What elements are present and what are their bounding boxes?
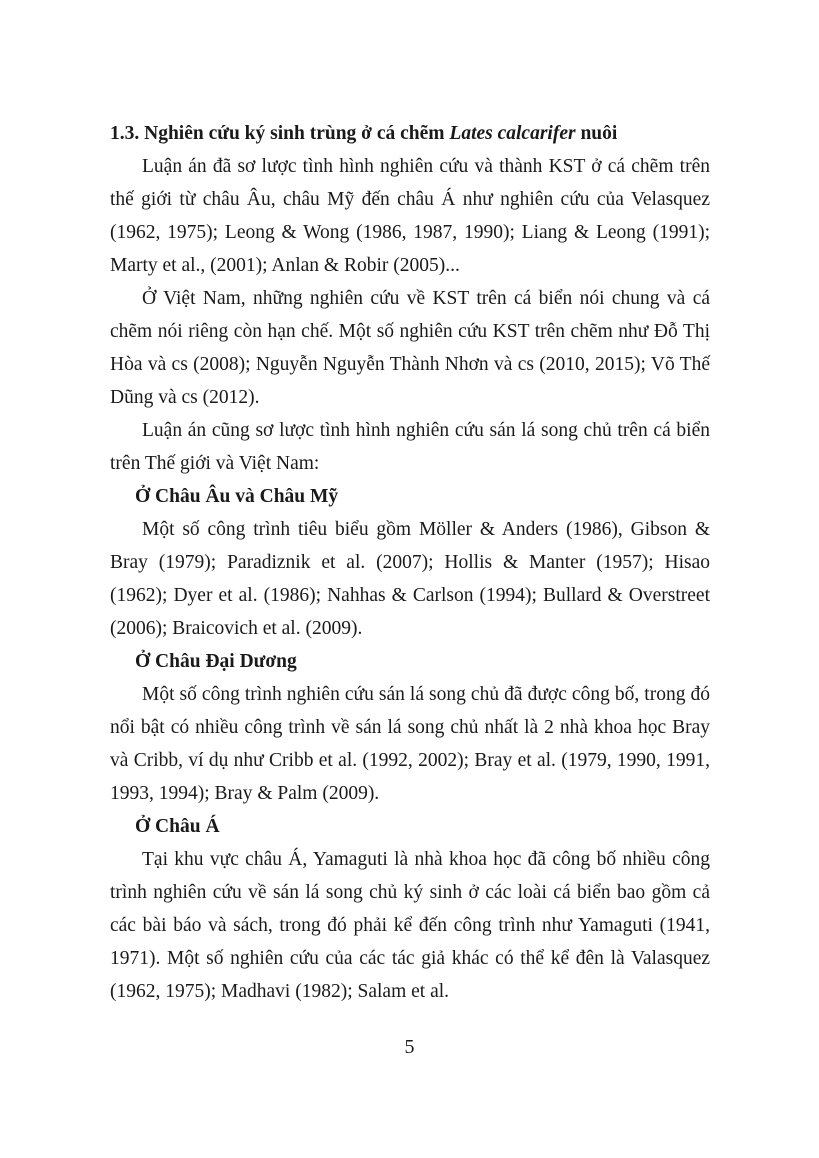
page-content [110, 117, 710, 1008]
paragraph-asia: Tại khu vực châu Á, Yamaguti là nhà khoa học đã công bố nhiều công trình nghiên cứu về sán lá song chủ ký sinh ở các loài cá biển bao gồm cả các bài báo và sách, trong đó phải kể đến công trình như Yamaguti (1941, 1971). Một số nghiên cứu của các tác giả khác có thể kể đên là Valasquez (1962, 1975); Madhavi (1982); Salam et al. [110, 849, 710, 1002]
paragraph-oceania: Một số công trình nghiên cứu sán lá song chủ đã được công bố, trong đó nổi bật có nhiều công trình về sán lá song chủ nhất là 2 nhà khoa học Bray và Cribb, ví dụ như Cribb et al. (1992, 2002); Bray et al. (1979, 1990, 1991, 1993, 1994); Bray & Palm (2009). [110, 684, 710, 804]
section-heading [110, 117, 710, 150]
section-heading-text: 1.3. Nghiên cứu ký sinh trùng ở cá chẽm [110, 123, 450, 144]
subheading-oceania: Ở Châu Đại Dương [135, 651, 297, 672]
subheading-asia: Ở Châu Á [135, 816, 220, 837]
subheading-europe-america: Ở Châu Âu và Châu Mỹ [135, 486, 339, 507]
species-name: Lates calcarifer [449, 123, 576, 144]
paragraph-flukes-intro: Luận án cũng sơ lược tình hình nghiên cứu sán lá song chủ trên cá biển trên Thế giới và Việt Nam: [110, 420, 710, 474]
paragraph-world-overview: Luận án đã sơ lược tình hình nghiên cứu và thành KST ở cá chẽm trên thế giới từ châu Âu, châu Mỹ đến châu Á như nghiên cứu của Velasquez (1962, 1975); Leong & Wong (1986, 1987, 1990); Liang & Leong (1991); Marty et al., (2001); Anlan & Robir (2005)... [110, 156, 710, 276]
section-heading-tail: nuôi [575, 123, 618, 144]
paragraph-europe-america: Một số công trình tiêu biểu gồm Möller & Anders (1986), Gibson & Bray (1979); Paradiznik et al. (2007); Hollis & Manter (1957); Hisao (1962); Dyer et al. (1986); Nahhas & Carlson (1994); Bullard & Overstreet (2006); Braicovich et al. (2009). [110, 519, 710, 639]
page-number: 5 [404, 1036, 415, 1058]
paragraph-vietnam: Ở Việt Nam, những nghiên cứu về KST trên cá biển nói chung và cá chẽm nói riêng còn hạn chế. Một số nghiên cứu KST trên chẽm như Đỗ Thị Hòa và cs (2008); Nguyễn Nguyễn Thành Nhơn và cs (2010, 2015); Võ Thế Dũng và cs (2012). [110, 288, 710, 408]
